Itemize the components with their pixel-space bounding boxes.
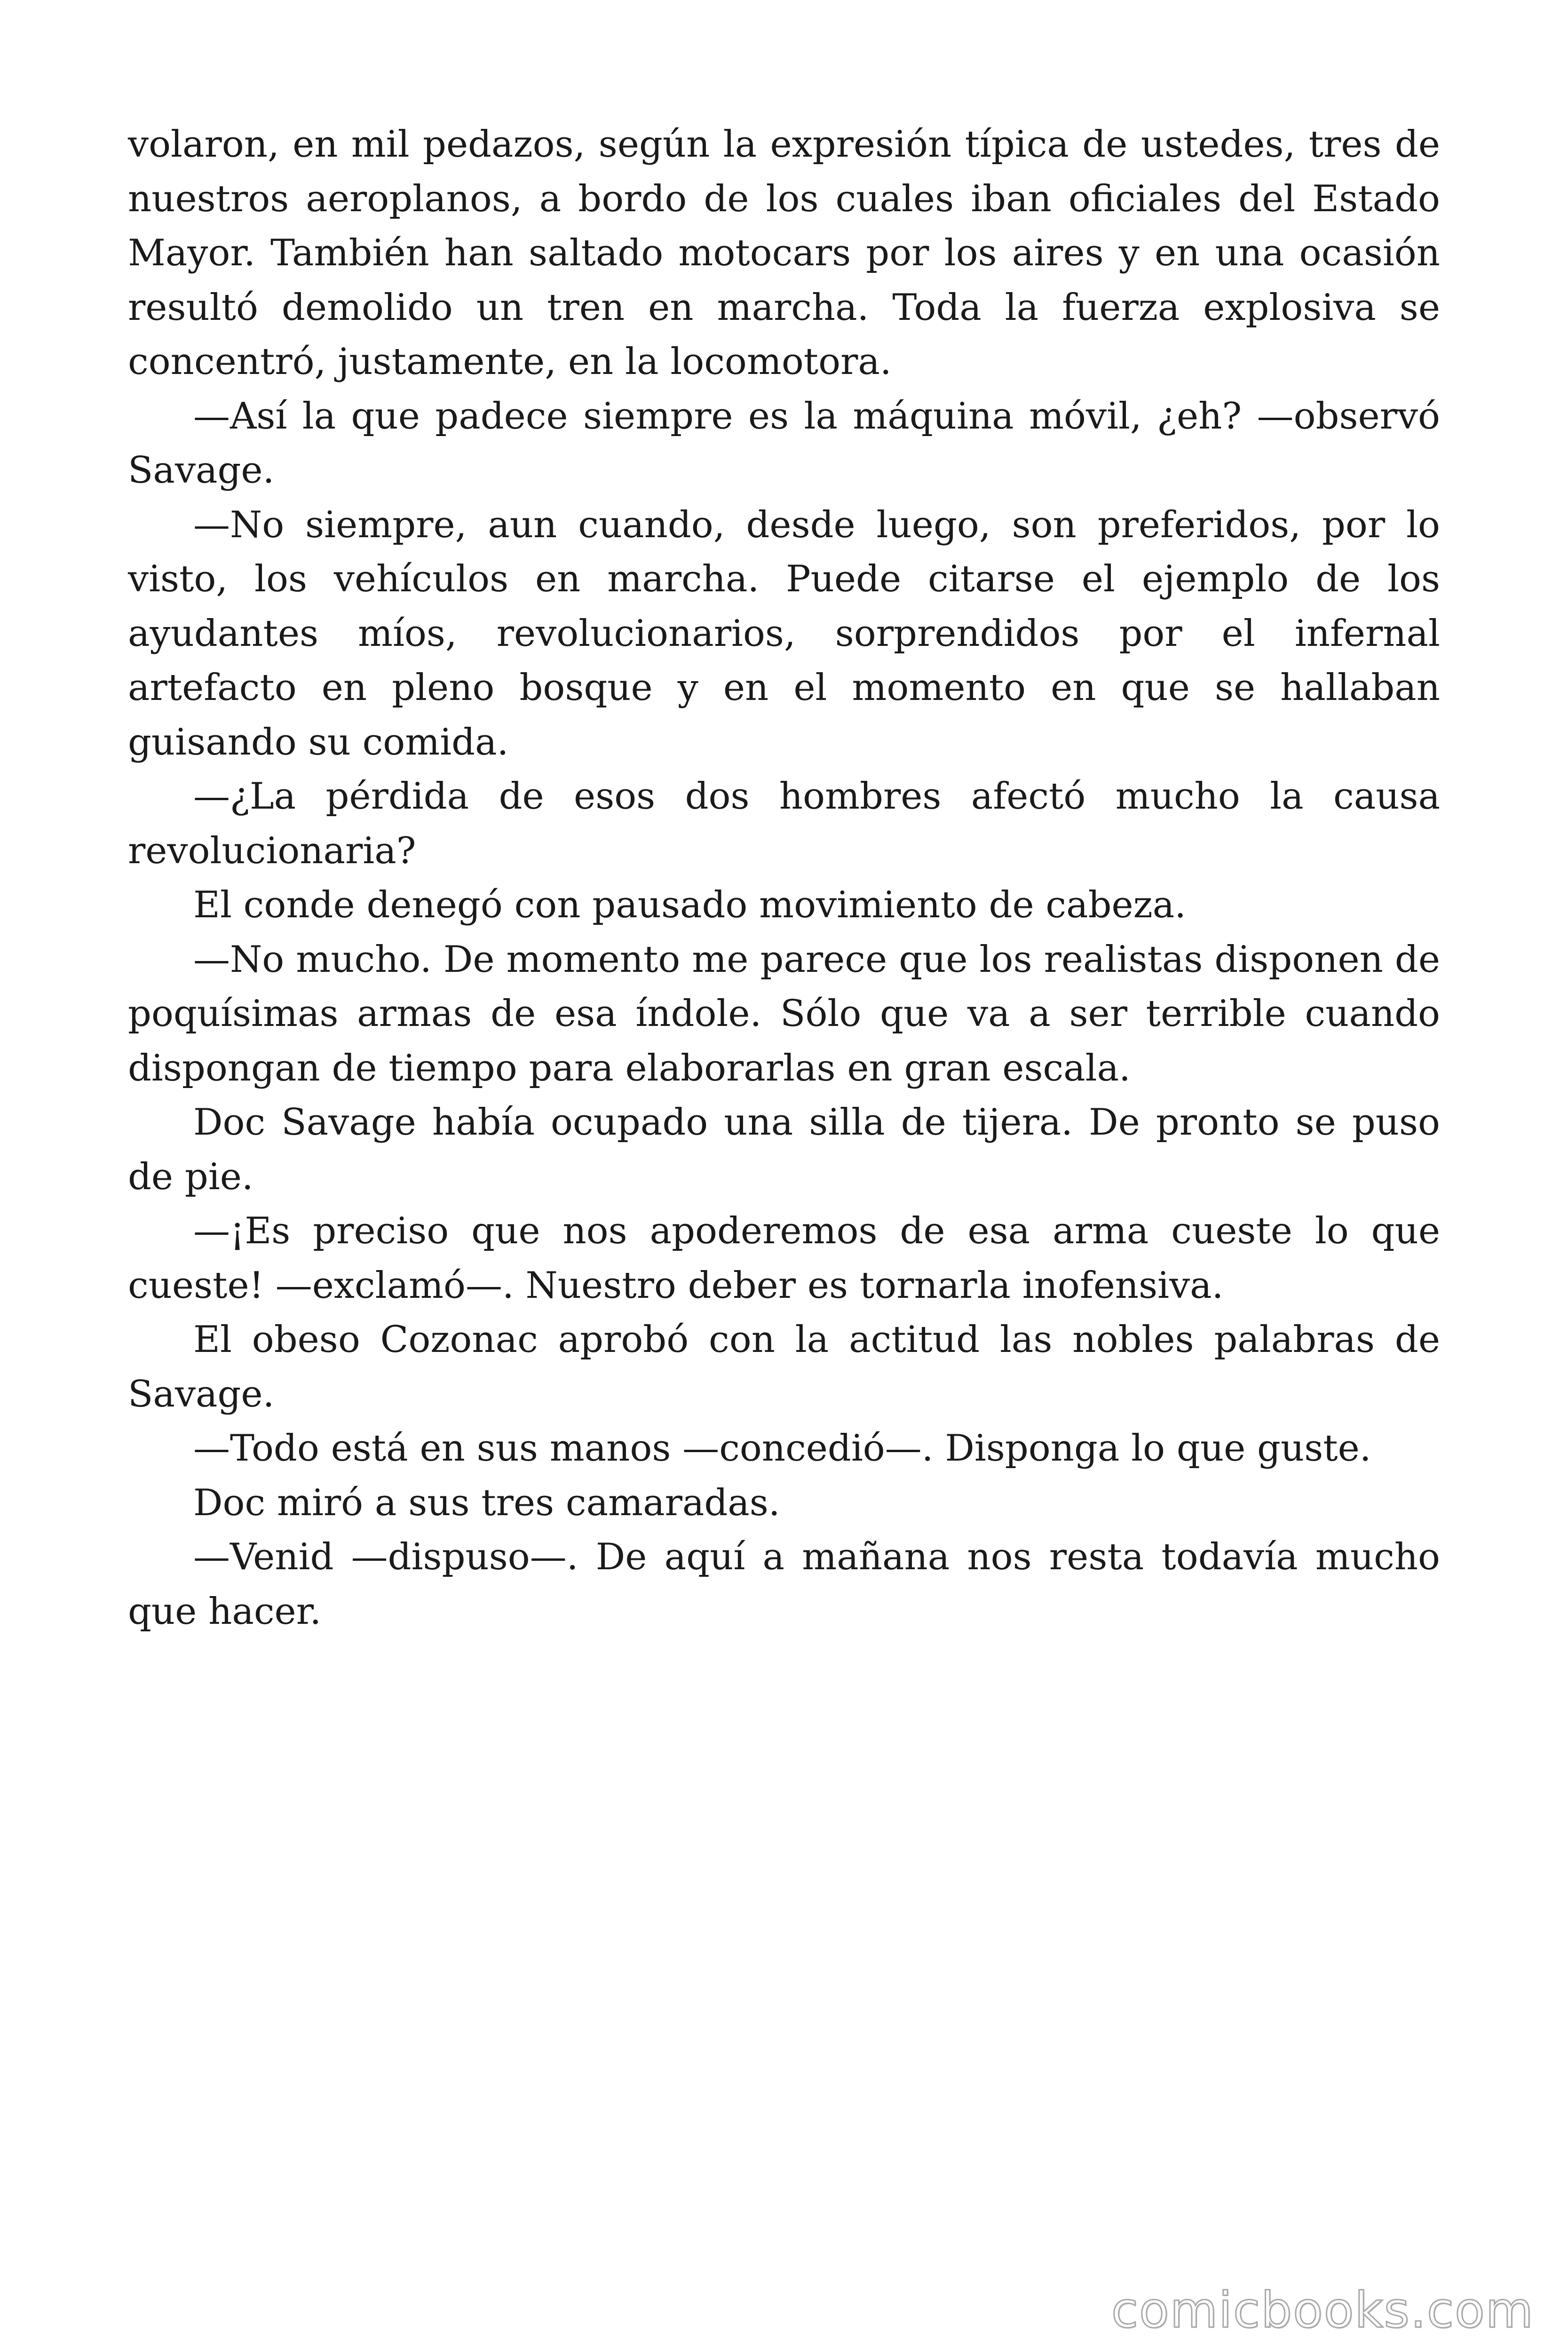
paragraph-continuation: volaron, en mil pedazos, según la expresión típica de ustedes, tres de nuestros aeroplanos, a bordo de los cuales iban oficiales del Estado Mayor. También han saltado motocars por los aires y en una ocasión resultó demolido un tren en marcha. Toda la fuerza explosiva se concentró, justamente, en la locomotora.: [128, 123, 1440, 383]
paragraph-narration: Doc miró a sus tres camaradas.: [193, 1481, 780, 1524]
paragraph-dialogue: —¡Es preciso que nos apoderemos de esa arma cueste lo que cueste! —exclamó—. Nuestro deber es tornarla inofensiva.: [128, 1210, 1440, 1307]
paragraph-dialogue: —Así la que padece siempre es la máquina móvil, ¿eh? —observó Savage.: [128, 395, 1440, 492]
paragraph-dialogue: —No mucho. De momento me parece que los realistas disponen de poquísimas armas de esa índole. Sólo que va a ser terrible cuando dispongan de tiempo para elaborarlas en gran escala.: [128, 938, 1440, 1089]
paragraph-dialogue: —Todo está en sus manos —concedió—. Disponga lo que guste.: [193, 1427, 1371, 1470]
paragraph-dialogue: —Venid —dispuso—. De aquí a mañana nos resta todavía mucho que hacer.: [128, 1536, 1440, 1633]
site-watermark: comicbooks.com: [1111, 2281, 1534, 2339]
paragraph-narration: El obeso Cozonac aprobó con la actitud las nobles palabras de Savage.: [128, 1319, 1440, 1415]
body-text: [128, 118, 1440, 1639]
paragraph-narration: Doc Savage había ocupado una silla de tijera. De pronto se puso de pie.: [128, 1101, 1440, 1198]
paragraph-narration: El conde denegó con pausado movimiento de cabeza.: [193, 884, 1187, 926]
paragraph-dialogue: —¿La pérdida de esos dos hombres afectó mucho la causa revolucionaria?: [128, 775, 1440, 872]
paragraph-dialogue: —No siempre, aun cuando, desde luego, son preferidos, por lo visto, los vehículos en marcha. Puede citarse el ejemplo de los ayudantes míos, revolucionarios, sorprendidos por el infernal artefacto en pleno bosque y en el momento en que se hallaban guisando su comida.: [128, 503, 1440, 763]
